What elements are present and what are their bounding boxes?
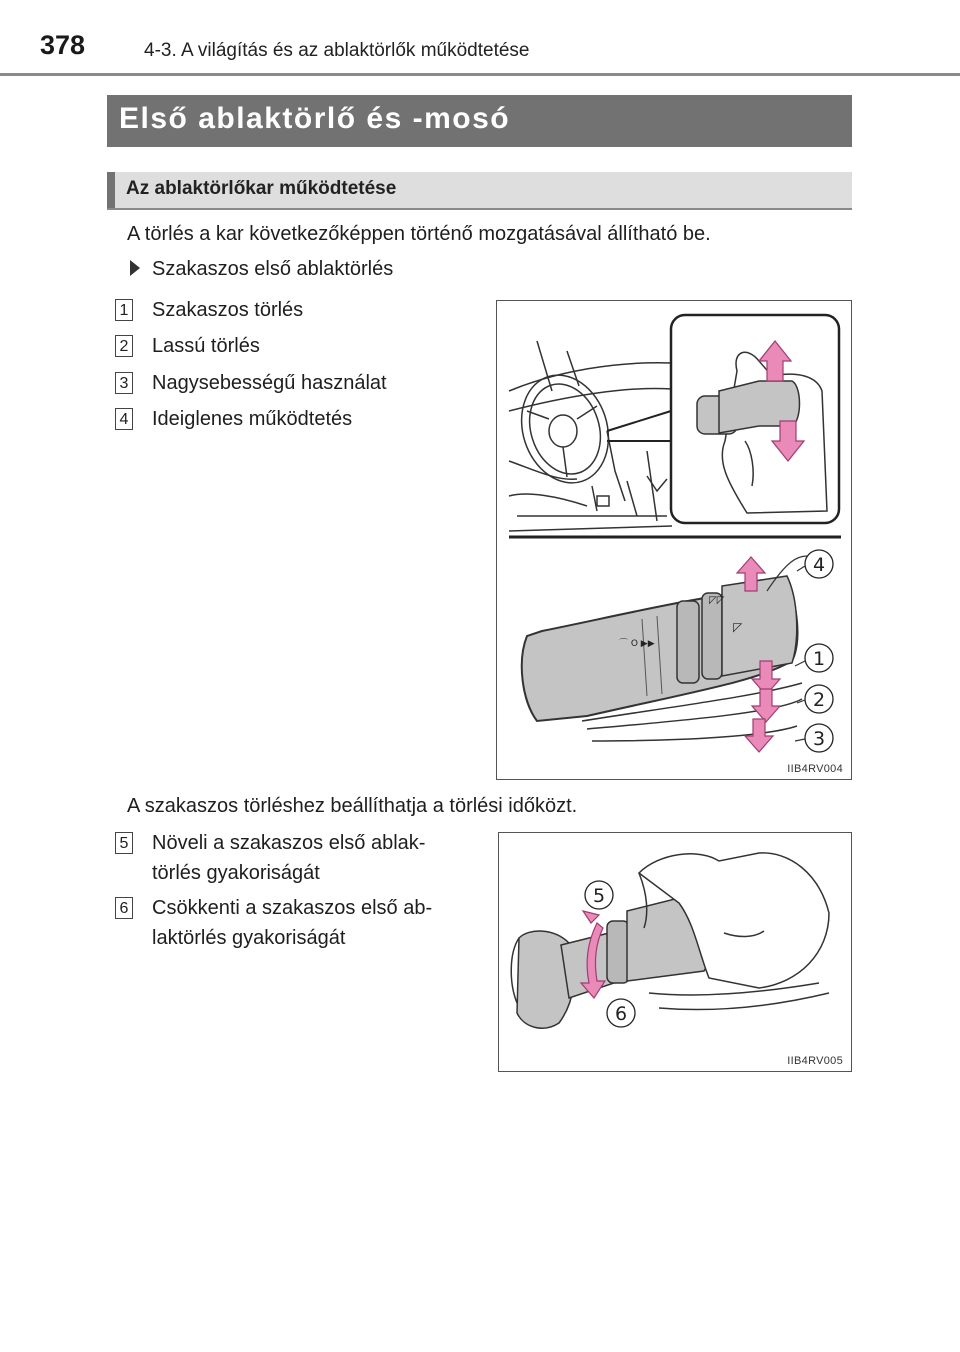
number-box: 4 [115,408,133,430]
svg-text:◸◸: ◸◸ [709,595,725,606]
callout-label: 2 [812,689,826,711]
subsection-bar [107,172,115,208]
position-label: Lassú törlés [152,335,260,357]
section-band [107,95,852,147]
interval-dial-illustration [499,833,851,1071]
wiper-lever-figure [496,300,852,780]
arrow-down-icon [745,719,773,752]
interval-label-line2: törlés gyakoriságát [152,862,320,884]
arrow-head-icon [583,911,599,923]
chapter-title: 4-3. A világítás és az ablaktörlők működtetése [144,40,530,61]
triangle-bullet-icon [130,260,140,276]
subsection-heading [107,172,852,210]
callout-label: 3 [812,728,826,750]
figure-code: IIB4RV005 [787,1055,843,1067]
zoom-leader [607,411,671,431]
bullet-row [130,256,393,282]
number-box: 1 [115,299,133,321]
figure-code: IIB4RV004 [787,763,843,775]
wiper-lever-illustration [497,301,851,779]
callout-label: 5 [592,885,606,907]
number-box: 6 [115,897,133,919]
position-label: Nagysebességű használat [152,372,387,394]
interval-intro: A szakaszos törléshez beállíthatja a törlési időközt. [127,795,578,817]
callout-label: 1 [812,648,826,670]
page-number: 378 [40,30,86,60]
dashboard-sketch [508,341,672,531]
position-label: Szakaszos törlés [152,299,304,321]
callout-label: 4 [812,554,826,576]
number-box: 3 [115,372,133,394]
number-box: 2 [115,335,133,357]
interval-label-line1: Növeli a szakaszos első ablak- [152,832,426,854]
svg-text:◸: ◸ [733,620,743,634]
hand-and-lever [511,853,829,1028]
number-box: 5 [115,832,133,854]
subsection-title: Az ablaktörlőkar működtetése [126,178,397,199]
section-title: Első ablaktörlő és -mosó [119,102,511,135]
position-label: Ideiglenes működtetés [152,408,353,430]
interval-label-line1: Csökkenti a szakaszos első ab- [152,897,433,919]
interval-label-line2: laktörlés gyakoriságát [152,927,346,949]
callout-label: 6 [614,1003,628,1025]
svg-text:⌒ O ▶▶: ⌒ O ▶▶ [619,639,655,649]
intro-text: A törlés a kar következőképpen történő mozgatásával állítható be. [127,223,711,245]
bullet-text: Szakaszos első ablaktörlés [152,258,394,280]
header-rule [0,73,960,76]
interval-dial-figure [498,832,852,1072]
